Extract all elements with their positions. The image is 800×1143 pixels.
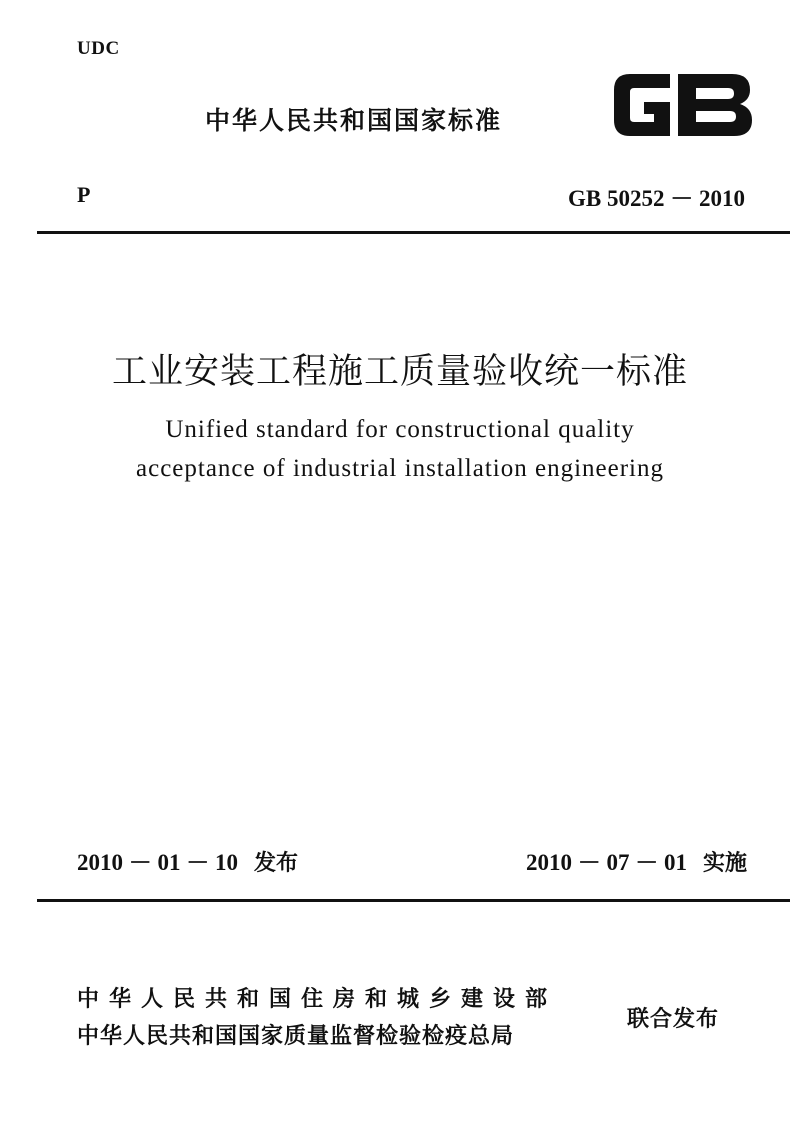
issuer-ministry: 中华人民共和国住房和城乡建设部 xyxy=(77,987,558,1012)
issuer-administration: 中华人民共和国国家质量监督检验检疫总局 xyxy=(77,1024,515,1049)
english-title-line-2: acceptance of industrial installation engineering xyxy=(136,455,664,482)
national-standard-title: 中华人民共和国国家标准 xyxy=(205,106,503,135)
implementation-date: 2010 － 07 － 01 xyxy=(525,850,687,875)
gb-logo-mark xyxy=(614,74,752,136)
gb-logo xyxy=(608,66,756,144)
chinese-title: 工业安装工程施工质量验收统一标准 xyxy=(111,352,688,392)
standard-number: GB 50252 － 2010 xyxy=(568,186,745,211)
implementation-label: 实施 xyxy=(702,851,747,876)
implementation-date-group xyxy=(526,844,747,877)
classification-code: P xyxy=(77,182,91,207)
issue-date: 2010 － 01 － 10 xyxy=(77,850,238,875)
issue-label: 发布 xyxy=(254,851,299,876)
issue-date-group xyxy=(77,844,298,877)
top-divider xyxy=(37,231,790,234)
bottom-divider xyxy=(37,899,790,902)
english-title-line-1: Unified standard for constructional quality xyxy=(165,416,635,443)
udc-label: UDC xyxy=(77,38,120,59)
joint-issue-label: 联合发布 xyxy=(627,1007,720,1032)
